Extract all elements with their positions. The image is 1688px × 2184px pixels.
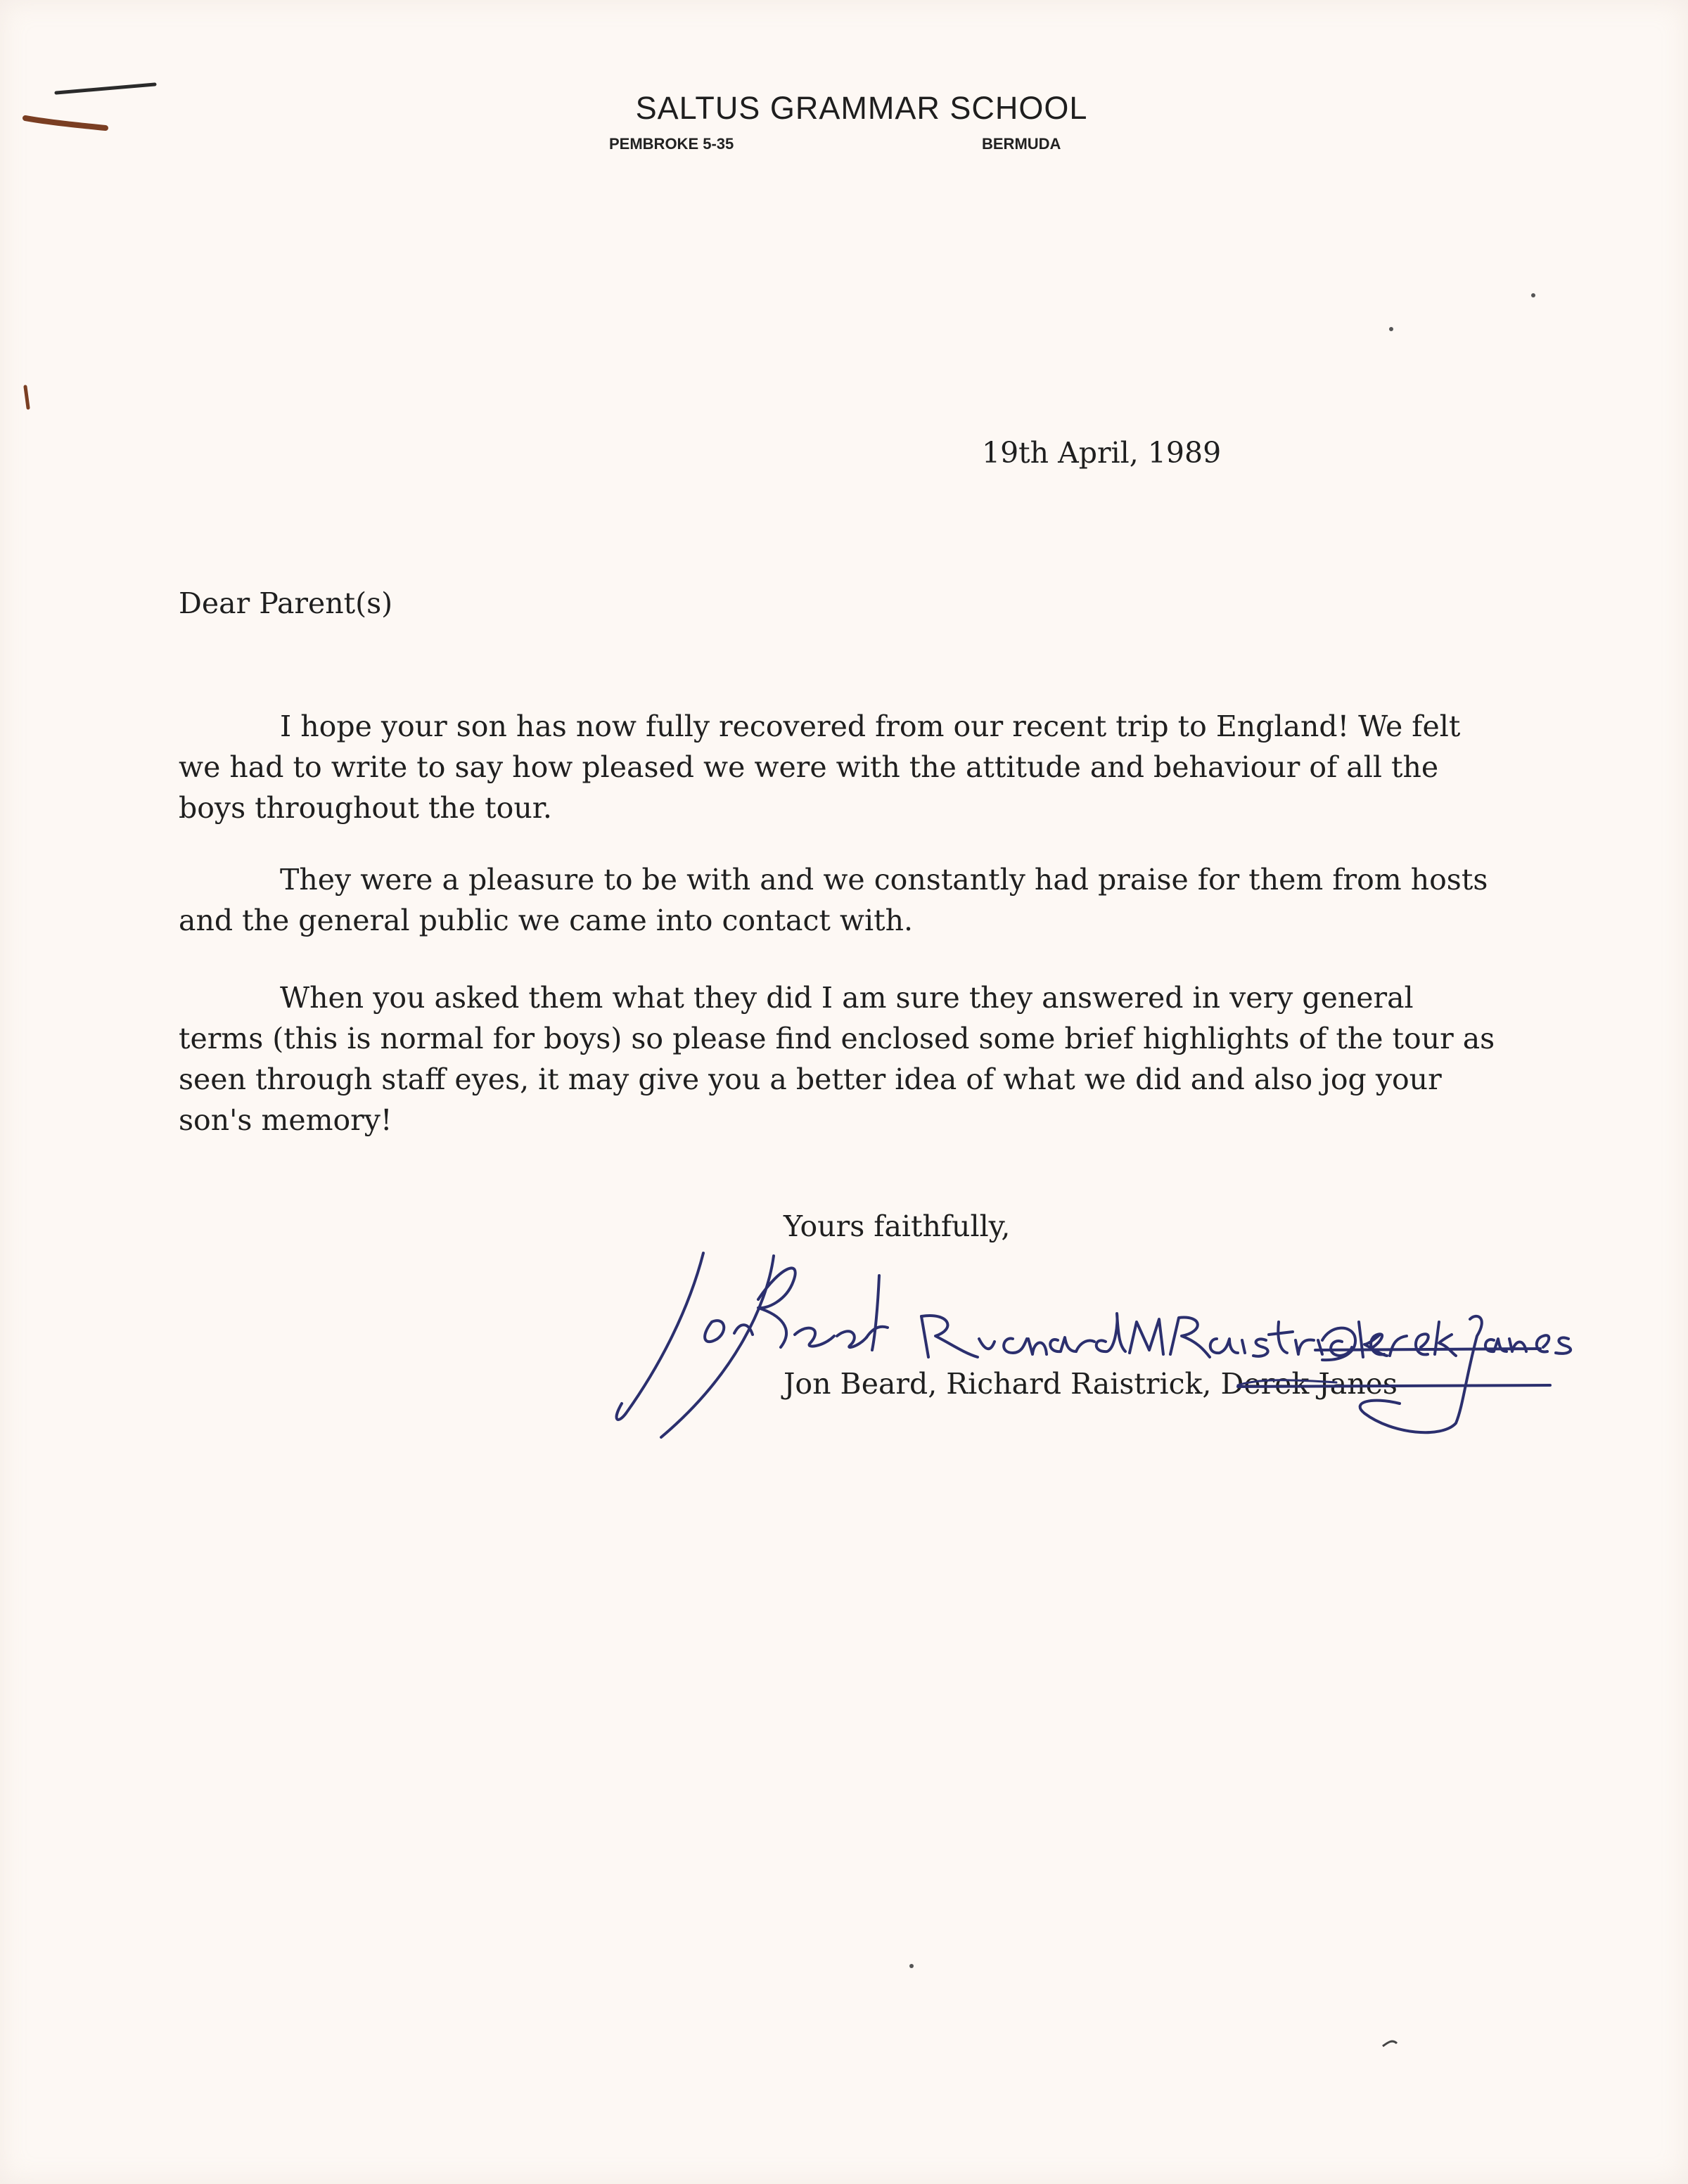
closing: Yours faithfully,	[784, 1209, 1011, 1243]
paragraph-2: They were a pleasure to be with and we constantly had praise for them from hosts and the general public we came into contact with.	[179, 863, 1488, 937]
paragraph-1: I hope your son has now fully recovered from our recent trip to England! We felt we had to write to say how pleased we were with the attitude and behaviour of all the boys throughout the tour.	[179, 709, 1461, 825]
letterhead-address-right: BERMUDA	[982, 135, 1061, 153]
letter-date: 19th April, 1989	[982, 436, 1222, 470]
school-name: SALTUS GRAMMAR SCHOOL	[635, 90, 1088, 126]
letterhead-address-left: PEMBROKE 5-35	[609, 135, 734, 153]
salutation: Dear Parent(s)	[179, 586, 393, 620]
paragraph-3: When you asked them what they did I am sure they answered in very general terms (this is normal for boys) so please find enclosed some brief highlights of the tour as seen through staff eyes, it may give you a better idea of what we did and also jog your son's memory!	[179, 981, 1495, 1137]
signatories-text: Jon Beard, Richard Raistrick, Derek Janes	[784, 1367, 1398, 1401]
